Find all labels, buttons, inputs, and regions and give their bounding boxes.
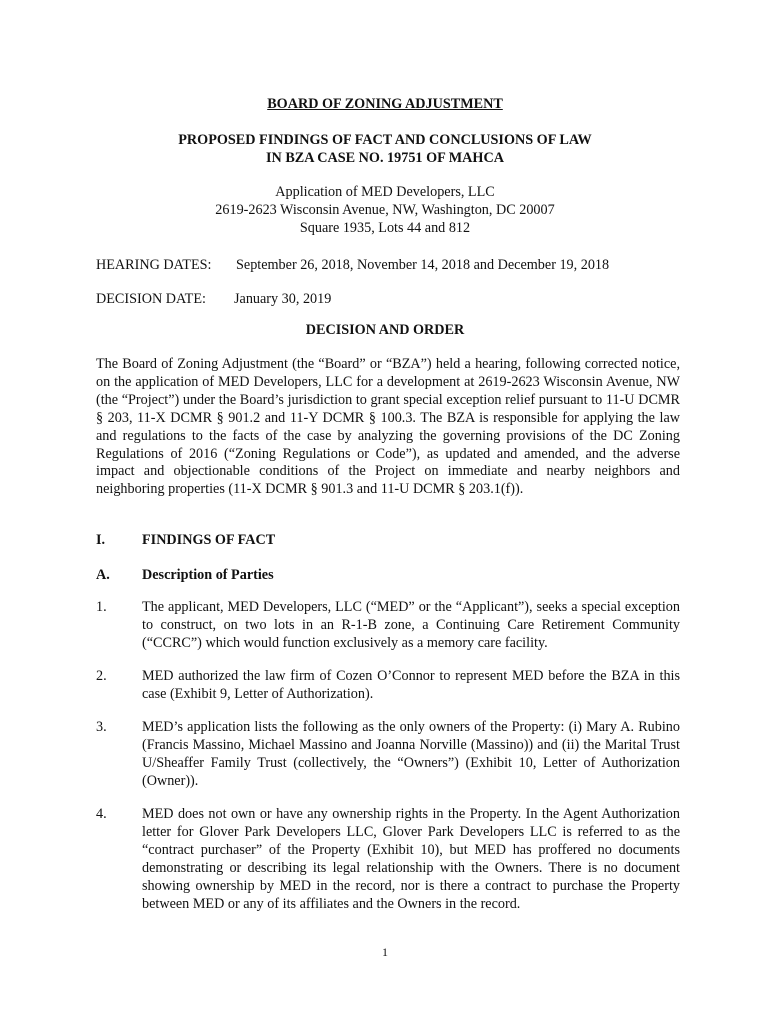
application-block: [0, 183, 770, 237]
decision-date-label: DECISION DATE:: [96, 291, 206, 307]
paragraph-text: MED’s application lists the following as the only owners of the Property: (i) Mary A. Rubino (Francis Massino, Michael Massino and Joanna Norville (Massino)) and (ii) the Marital Trust U/Sheaffer Family Trust (collectively, the “Owners”) (Exhibit 10, Letter of Authorization (Owner)).: [142, 719, 680, 789]
paragraph-number: 1.: [96, 599, 107, 615]
proposed-heading-line-2: IN BZA CASE NO. 19751 OF MAHCA: [266, 150, 504, 166]
subsection-number: A.: [96, 567, 110, 583]
hearing-dates-label: HEARING DATES:: [96, 257, 212, 273]
subsection-title: Description of Parties: [142, 567, 274, 583]
hearing-dates-row: [96, 256, 609, 274]
section-heading: [96, 531, 275, 549]
square-lots-line: Square 1935, Lots 44 and 812: [299, 220, 471, 236]
decision-date-row: [96, 290, 331, 308]
paragraph-number: 3.: [96, 719, 107, 735]
paragraph-text: MED authorized the law firm of Cozen O’Connor to represent MED before the BZA in this case (Exhibit 9, Letter of Authorization).: [142, 668, 680, 702]
document-title: BOARD OF ZONING ADJUSTMENT: [267, 96, 503, 112]
numbered-paragraph: [96, 667, 680, 703]
section-title: FINDINGS OF FACT: [142, 532, 276, 548]
intro-paragraph: The Board of Zoning Adjustment (the “Board” or “BZA”) held a hearing, following corrected notice, on the application of MED Developers, LLC for a development at 2619-2623 Wisconsin Avenue, NW (the “Project”) under the Board’s jurisdiction to grant special exception relief pursuant to 11-U DCMR § 203, 11-X DCMR § 901.2 and 11-Y DCMR § 100.3. The BZA is responsible for applying the law and regulations to the facts of the case by analyzing the governing provisions of the DC Zoning Regulations of 2016 (“Zoning Regulations or Code”), as updated and amended, and the adverse impact and objectionable conditions of the Project on immediate and nearby neighbors and neighboring properties (11-X DCMR § 901.3 and 11-U DCMR § 203.1(f)).: [96, 356, 680, 498]
paragraph-number: 2.: [96, 668, 107, 684]
address-line: 2619-2623 Wisconsin Avenue, NW, Washington, DC 20007: [215, 202, 555, 218]
decision-and-order-heading: DECISION AND ORDER: [305, 322, 465, 338]
paragraph-text: MED does not own or have any ownership rights in the Property. In the Agent Authorization letter for Glover Park Developers LLC, Glover Park Developers LLC is referred to as the “contract purchaser” of the Property (Exhibit 10), but MED has proffered no documents demonstrating or describing its legal relationship with the Owners. There is no document showing ownership by MED in the record, nor is there a contract to purchase the Property between MED or any of its affiliates and the Owners in the record.: [142, 806, 680, 912]
numbered-paragraph: [96, 598, 680, 652]
page-number: 1: [382, 945, 388, 959]
numbered-paragraph: [96, 805, 680, 913]
applicant-line: Application of MED Developers, LLC: [275, 184, 495, 200]
decision-date-value: January 30, 2019: [234, 291, 332, 307]
paragraph-text: The applicant, MED Developers, LLC (“MED” or the “Applicant”), seeks a special exception to construct, on two lots in an R-1-B zone, a Continuing Care Retirement Community (“CCRC”) which would function exclusively as a memory care facility.: [142, 599, 680, 651]
numbered-paragraph: [96, 718, 680, 790]
paragraph-number: 4.: [96, 806, 107, 822]
section-number: I.: [96, 532, 106, 548]
hearing-dates-value: September 26, 2018, November 14, 2018 and December 19, 2018: [236, 257, 610, 273]
subsection-heading: [96, 566, 274, 584]
proposed-findings-heading: [0, 131, 770, 167]
proposed-heading-line-1: PROPOSED FINDINGS OF FACT AND CONCLUSIONS OF LAW: [178, 132, 592, 148]
